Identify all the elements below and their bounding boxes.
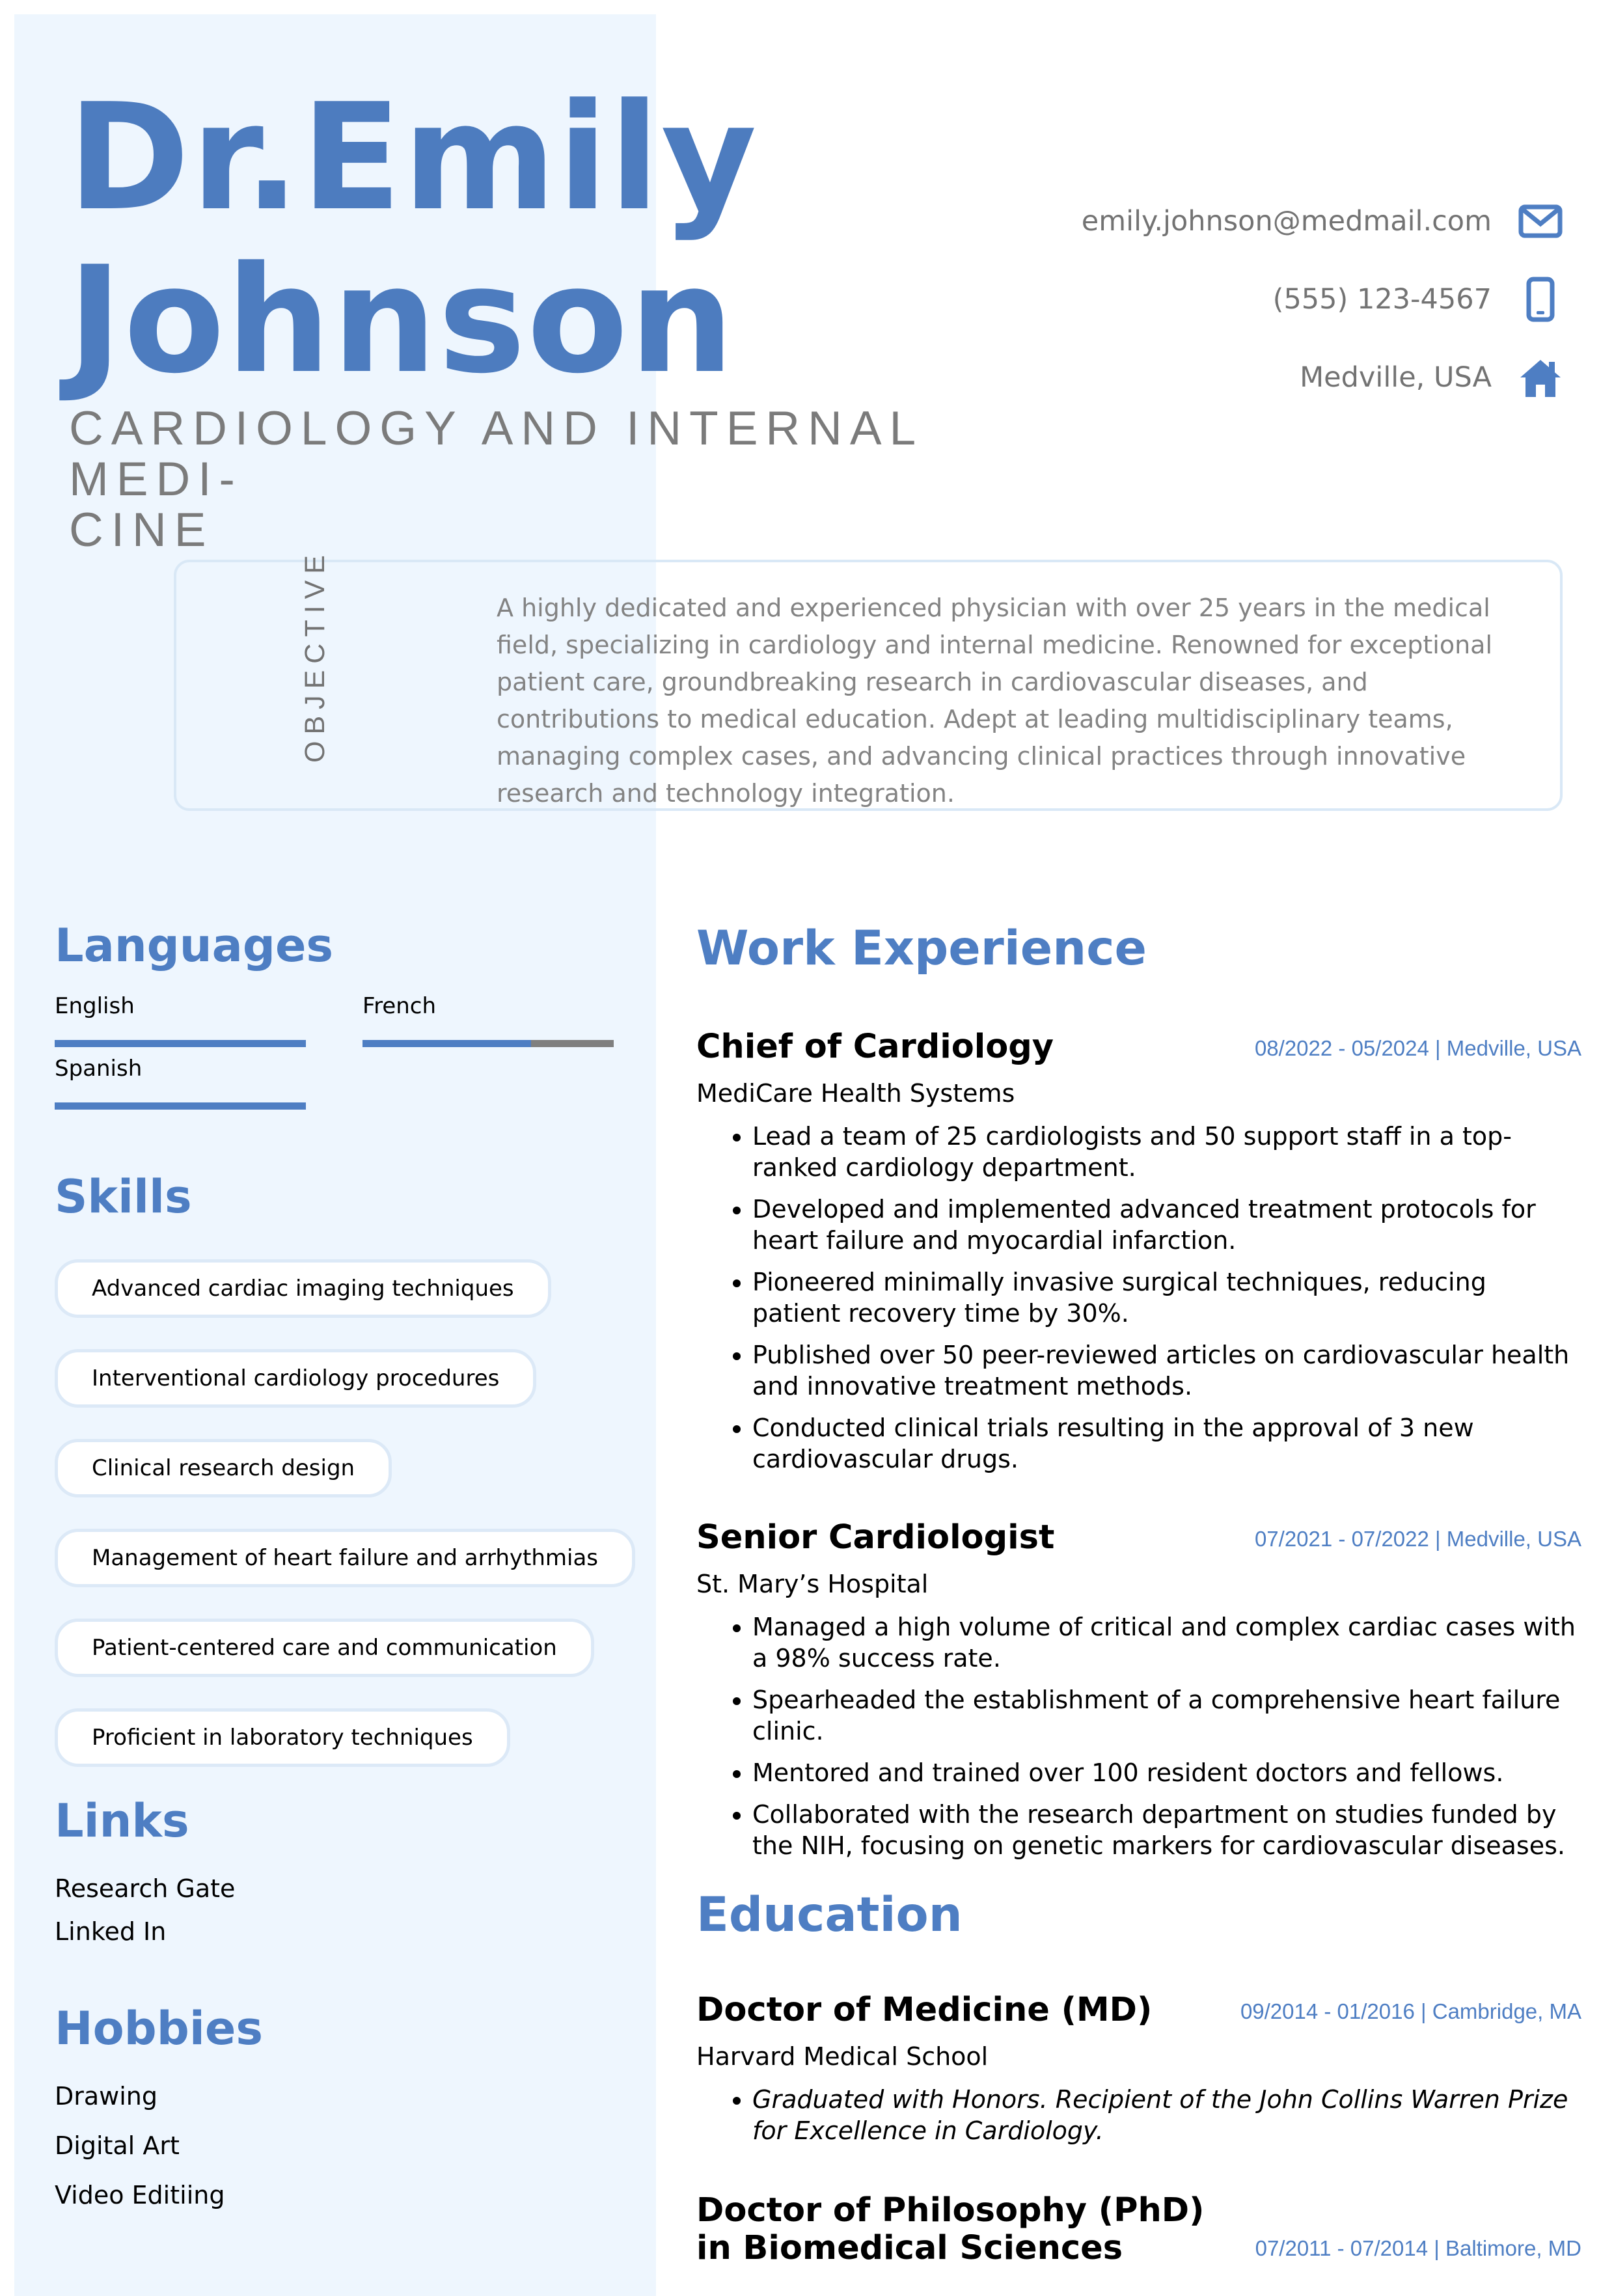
language-proficiency-bar [55,1040,306,1047]
hobbies-list [55,2082,225,2209]
specialty-subtitle: CARDIOLOGY AND INTERNAL MEDI- CINE [69,402,922,556]
employer-name: MediCare Health Systems [696,1079,1015,1108]
education-dates-location: 09/2014 - 01/2016 | Cambridge, MA [1240,1999,1581,2023]
responsibility-item: • Collaborated with the research department on studies funded by the NIH, focusing on genetic markers for cardiovascular diseases. [752,1799,1579,1861]
hobbies-title: Hobbies [55,2002,264,2055]
language-name: French [362,993,437,1019]
hobby-item: Digital Art [55,2131,180,2160]
education-dates-location: 07/2011 - 07/2014 | Baltimore, MD [1255,2236,1581,2260]
education-notes [696,2084,1579,2146]
link-research-gate[interactable]: Research Gate [55,1874,236,1903]
education-note: • Graduated with Honors. Recipient of the John Collins Warren Prize for Excellence in Cardiology. [752,2084,1579,2146]
language-item [55,1056,306,1110]
responsibility-item: • Published over 50 peer-reviewed articles on cardiovascular health and innovative treatment methods. [752,1339,1579,1402]
skill-chip: Clinical research design [55,1439,392,1497]
responsibility-item: • Spearheaded the establishment of a comprehensive heart failure clinic. [752,1684,1579,1747]
degree-title: Doctor of Philosophy (PhD) in Biomedical Sciences [696,2191,1205,2267]
location-text: Medville, USA [1300,361,1492,394]
language-proficiency-fill [55,1040,306,1047]
skill-chip: Advanced cardiac imaging techniques [55,1259,551,1318]
name-line-2: Johnson [68,235,735,406]
education-title: Education [696,1887,963,1943]
skill-chip: Management of heart failure and arrhythmias [55,1529,635,1587]
job-entry [696,1028,1581,1485]
email-text[interactable]: emily.johnson@medmail.com [1081,205,1492,238]
person-name [68,72,758,406]
responsibility-item: • Developed and implemented advanced treatment protocols for heart failure and myocardial infarction. [752,1194,1579,1256]
mobile-phone-icon [1518,277,1563,322]
responsibility-item: • Managed a high volume of critical and complex cardiac cases with a 98% success rate. [752,1611,1579,1674]
location-contact [964,338,1563,417]
job-responsibilities [696,1611,1579,1861]
language-proficiency-fill [362,1040,531,1047]
objective-text: A highly dedicated and experienced physician with over 25 years in the medical field, specializing in cardiology and internal medicine. Renowned for exceptional patient care, groundbreaking research in cardiovascular diseases, and contributions to medical education. Adept at leading multidisciplinary teams, managing complex cases, and advancing clinical practices through innovative research and technology integration. [497,594,1493,808]
link-linkedin[interactable]: Linked In [55,1917,167,1946]
objective-label: OBJECTIVE [299,549,331,763]
links-list [55,1874,235,1946]
education-entry [696,2192,1581,2267]
home-icon [1518,355,1563,400]
language-proficiency-bar [362,1040,614,1047]
work-experience-title: Work Experience [696,921,1147,976]
job-entry [696,1519,1581,1872]
skills-list [55,1259,640,1798]
responsibility-item: • Mentored and trained over 100 resident doctors and fellows. [752,1757,1579,1788]
phone-text[interactable]: (555) 123-4567 [1272,283,1492,316]
school-name: Harvard Medical School [696,2042,989,2071]
job-dates-location: 07/2021 - 07/2022 | Medville, USA [1254,1527,1581,1551]
phone-contact[interactable] [964,260,1563,338]
responsibility-item: • Conducted clinical trials resulting in the approval of 3 new cardiovascular drugs. [752,1412,1579,1475]
skill-chip: Patient-centered care and communication [55,1619,594,1677]
job-title: Senior Cardiologist [696,1518,1055,1557]
hobby-item: Video Editiing [55,2181,225,2209]
name-line-1: Dr.Emily [68,72,758,243]
job-responsibilities [696,1121,1579,1475]
envelope-icon [1518,198,1563,244]
responsibility-item: • Pioneered minimally invasive surgical techniques, reducing patient recovery time by 30%. [752,1266,1579,1329]
email-contact[interactable] [964,182,1563,260]
languages-title: Languages [55,919,334,972]
contact-info [964,182,1563,417]
skill-chip: Proficient in laboratory techniques [55,1708,510,1767]
language-name: Spanish [55,1056,143,1082]
language-name: English [55,993,135,1019]
employer-name: St. Mary’s Hospital [696,1570,929,1598]
education-entry [696,1991,1581,2157]
skill-chip: Interventional cardiology procedures [55,1349,536,1408]
skills-title: Skills [55,1170,192,1223]
language-proficiency-bar [55,1102,306,1110]
job-dates-location: 08/2022 - 05/2024 | Medville, USA [1254,1036,1581,1060]
hobby-item: Drawing [55,2082,158,2111]
language-item [55,993,306,1047]
responsibility-item: • Lead a team of 25 cardiologists and 50 support staff in a top-ranked cardiology department. [752,1121,1579,1183]
degree-title: Doctor of Medicine (MD) [696,1991,1153,2029]
links-title: Links [55,1794,189,1848]
language-proficiency-fill [55,1102,306,1110]
job-title: Chief of Cardiology [696,1028,1054,1066]
language-item [362,993,614,1047]
